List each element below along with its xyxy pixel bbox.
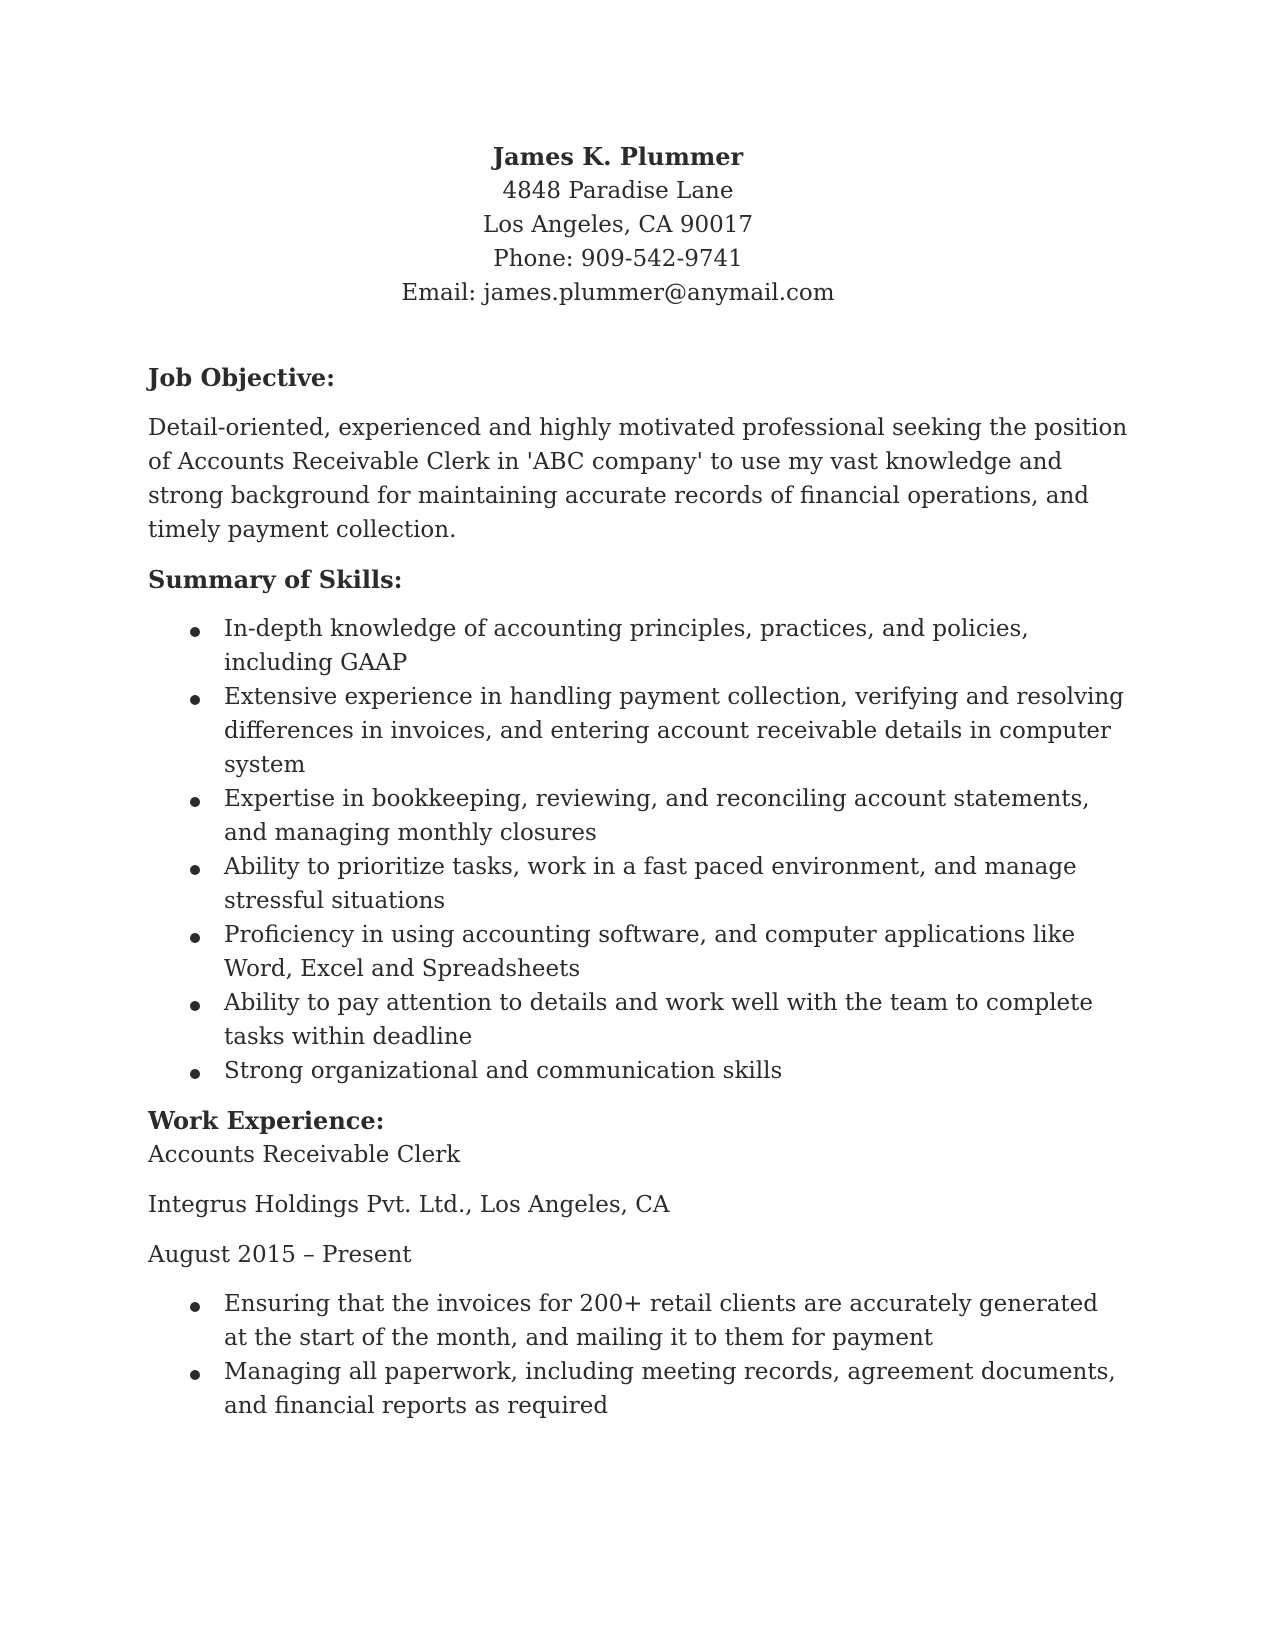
skill-text: Proficiency in using accounting software, and computer applications like Word, Excel and Spreadsheets — [224, 922, 1076, 982]
bullet-icon — [190, 865, 200, 875]
address-line-1: 4848 Paradise Lane — [502, 178, 734, 204]
skill-text: Ability to prioritize tasks, work in a fast paced environment, and manage stressful situations — [224, 854, 1077, 914]
duty-item — [148, 1287, 1128, 1355]
duty-text: Ensuring that the invoices for 200+ retail clients are accurately generated at the start of the month, and mailing it to them for payment — [224, 1291, 1098, 1351]
phone-number: Phone: 909-542-9741 — [493, 246, 743, 272]
resume-header — [128, 140, 1108, 310]
job-title: Accounts Receivable Clerk — [148, 1142, 461, 1168]
bullet-icon — [190, 627, 200, 637]
skill-text: Ability to pay attention to details and work well with the team to complete tasks within deadline — [224, 990, 1094, 1050]
skill-item — [148, 986, 1128, 1054]
skills-list — [148, 612, 1128, 1088]
bullet-icon — [190, 1069, 200, 1079]
objective-text: Detail-oriented, experienced and highly motivated professional seeking the position of Accounts Receivable Clerk in 'ABC company' to use my vast knowledge and strong background for maintaining accurate records of financial operations, and timely payment collection. — [148, 415, 1128, 543]
skill-item — [148, 918, 1128, 986]
skill-text: In-depth knowledge of accounting principles, practices, and policies, including GAAP — [224, 616, 1029, 676]
work-duties-list — [148, 1287, 1128, 1423]
skill-text: Expertise in bookkeeping, reviewing, and reconciling account statements, and managing monthly closures — [224, 786, 1090, 846]
bullet-icon — [190, 1302, 200, 1312]
email-address: Email: james.plummer@anymail.com — [401, 280, 835, 306]
resume-page — [148, 140, 1128, 1423]
candidate-name: James K. Plummer — [492, 142, 744, 171]
duty-item — [148, 1355, 1128, 1423]
skill-item — [148, 612, 1128, 680]
skill-item — [148, 1054, 1128, 1088]
bullet-icon — [190, 1370, 200, 1380]
bullet-icon — [190, 695, 200, 705]
duty-text: Managing all paperwork, including meeting records, agreement documents, and financial reports as required — [224, 1359, 1116, 1419]
skills-heading: Summary of Skills: — [148, 565, 403, 594]
skill-text: Strong organizational and communication skills — [224, 1058, 783, 1084]
skill-text: Extensive experience in handling payment collection, verifying and resolving differences in invoices, and entering account receivable details in computer system — [224, 684, 1124, 778]
bullet-icon — [190, 1001, 200, 1011]
skill-item — [148, 680, 1128, 782]
address-line-2: Los Angeles, CA 90017 — [482, 212, 754, 238]
bullet-icon — [190, 797, 200, 807]
company-name: Integrus Holdings Pvt. Ltd., Los Angeles, CA — [148, 1192, 670, 1218]
skill-item — [148, 782, 1128, 850]
job-dates: August 2015 – Present — [148, 1242, 412, 1268]
objective-heading: Job Objective: — [148, 363, 336, 392]
skill-item — [148, 850, 1128, 918]
bullet-icon — [190, 933, 200, 943]
work-heading: Work Experience: — [148, 1106, 385, 1135]
